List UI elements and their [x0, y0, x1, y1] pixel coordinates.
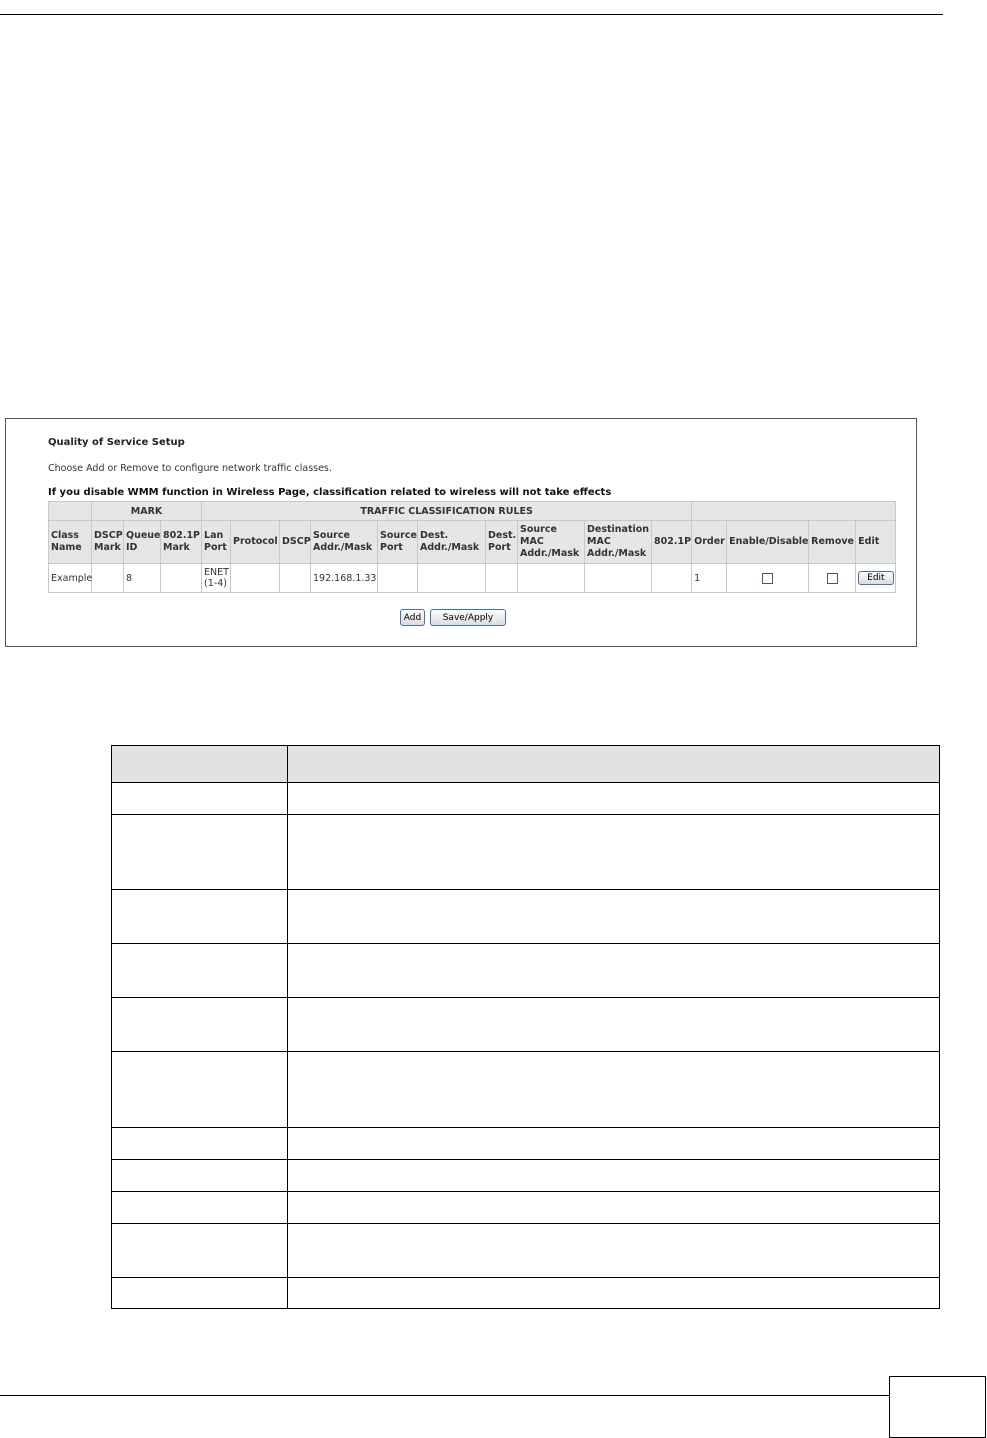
desc-cell: [288, 998, 940, 1052]
desc-cell: [112, 1160, 288, 1192]
desc-cell: [288, 783, 940, 815]
desc-cell: [288, 1160, 940, 1192]
desc-cell: [112, 890, 288, 944]
table-row: [112, 1128, 940, 1160]
col-class-name: Class Name: [49, 521, 92, 564]
edit-button[interactable]: Edit: [858, 571, 893, 585]
qos-setup-panel: [5, 418, 917, 647]
table-row: [112, 944, 940, 998]
top-rule: [0, 14, 943, 15]
cell-dscp: [280, 564, 311, 593]
desc-cell: [288, 1052, 940, 1128]
desc-cell: [288, 890, 940, 944]
desc-cell: [112, 1192, 288, 1224]
add-button[interactable]: Add: [400, 609, 425, 626]
cell-source-mac: [518, 564, 585, 593]
desc-cell: [112, 998, 288, 1052]
table-row: [112, 815, 940, 890]
intro-text: Choose Add or Remove to configure network traffic classes.: [48, 463, 332, 474]
wmm-warning: If you disable WMM function in Wireless Page, classification related to wireless will not take effects: [48, 487, 612, 498]
description-table: [111, 745, 940, 1309]
col-edit: Edit: [856, 521, 896, 564]
desc-cell: [288, 1128, 940, 1160]
col-dscp-mark: DSCP Mark: [92, 521, 124, 564]
table-row: [112, 890, 940, 944]
page-title: Quality of Service Setup: [48, 437, 185, 448]
desc-cell: [288, 1278, 940, 1309]
cell-remove: [809, 564, 856, 593]
group-mark: MARK: [92, 502, 202, 521]
desc-header-label: [112, 746, 288, 783]
cell-edit: [856, 564, 896, 593]
col-dscp: DSCP: [280, 521, 311, 564]
table-row: [112, 783, 940, 815]
col-8021p: 802.1P: [652, 521, 692, 564]
desc-cell: [112, 1052, 288, 1128]
cell-enable: [727, 564, 809, 593]
cell-class-name: Example: [49, 564, 92, 593]
desc-cell: [288, 1192, 940, 1224]
col-lan-port: Lan Port: [202, 521, 231, 564]
desc-cell: [112, 944, 288, 998]
desc-cell: [112, 783, 288, 815]
desc-cell: [112, 1224, 288, 1278]
cell-protocol: [231, 564, 280, 593]
col-dest-port: Dest. Port: [486, 521, 518, 564]
table-row: [112, 1192, 940, 1224]
col-queue-id: Queue ID: [124, 521, 161, 564]
table-row: [112, 1224, 940, 1278]
desc-cell: [288, 1224, 940, 1278]
cell-order: 1: [692, 564, 727, 593]
page-number-box: [889, 1376, 986, 1438]
table-row: [112, 1160, 940, 1192]
cell-dest-mac: [585, 564, 652, 593]
footer-rule: [0, 1395, 890, 1396]
desc-cell: [288, 944, 940, 998]
cell-8021p: [652, 564, 692, 593]
desc-cell: [112, 1278, 288, 1309]
desc-cell: [112, 815, 288, 890]
col-source-addr: Source Addr./Mask: [311, 521, 378, 564]
qos-class-table: [48, 501, 896, 593]
cell-lan-port: ENET (1-4): [202, 564, 231, 593]
table-row: [49, 564, 896, 593]
group-rules: TRAFFIC CLASSIFICATION RULES: [202, 502, 692, 521]
col-protocol: Protocol: [231, 521, 280, 564]
cell-source-addr: 192.168.1.33: [311, 564, 378, 593]
remove-checkbox[interactable]: [827, 573, 838, 584]
cell-dest-addr: [418, 564, 486, 593]
table-row: [112, 1052, 940, 1128]
group-actions: [692, 502, 896, 521]
cell-dest-port: [486, 564, 518, 593]
table-row: [112, 998, 940, 1052]
col-order: Order: [692, 521, 727, 564]
col-source-mac: Source MAC Addr./Mask: [518, 521, 585, 564]
col-remove: Remove: [809, 521, 856, 564]
desc-header-description: [288, 746, 940, 783]
cell-source-port: [378, 564, 418, 593]
col-dest-mac: Destination MAC Addr./Mask: [585, 521, 652, 564]
col-source-port: Source Port: [378, 521, 418, 564]
col-8021p-mark: 802.1P Mark: [161, 521, 202, 564]
group-blank: [49, 502, 92, 521]
cell-dscp-mark: [92, 564, 124, 593]
save-apply-button[interactable]: Save/Apply: [430, 609, 506, 626]
col-dest-addr: Dest. Addr./Mask: [418, 521, 486, 564]
desc-cell: [288, 815, 940, 890]
col-enable-disable: Enable/Disable: [727, 521, 809, 564]
desc-cell: [112, 1128, 288, 1160]
enable-checkbox[interactable]: [762, 573, 773, 584]
cell-queue-id: 8: [124, 564, 161, 593]
cell-8021p-mark: [161, 564, 202, 593]
table-row: [112, 1278, 940, 1309]
